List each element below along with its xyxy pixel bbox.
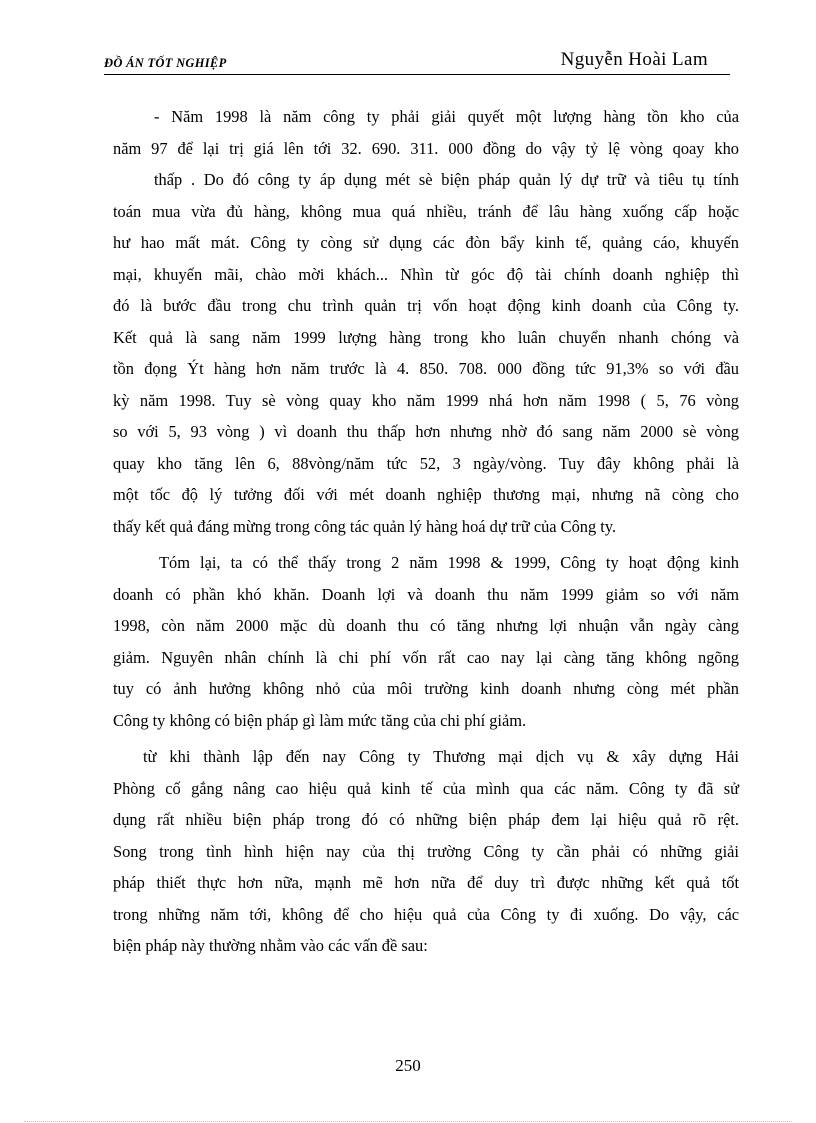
text-line: giảm. Nguyên nhân chính là chi phí vốn rất cao nay lại càng tăng không ngõng	[113, 647, 739, 667]
page-number: 250	[395, 1056, 421, 1075]
text-line: doanh có phần khó khăn. Doanh lợi và doanh thu năm 1999 giảm so với năm	[113, 584, 739, 604]
paragraph-measures	[113, 741, 739, 962]
text-line: Kết quả là sang năm 1999 lượng hàng trong kho luân chuyển nhanh chóng và	[113, 327, 739, 347]
text-line: thấy kết quả đáng mừng trong công tác quản lý hàng hoá dự trữ của Công ty.	[113, 516, 617, 536]
text-line: toán mua vừa đủ hàng, không mua quá nhiều, tránh để lâu hàng xuống cấp hoặc	[113, 201, 739, 221]
text-line: tuy có ảnh hưởng không nhỏ của môi trường kinh doanh nhưng còng mét phần	[113, 679, 739, 698]
text-line: năm 97 để lại trị giá lên tới 32. 690. 311. 000 đồng do vậy tỷ lệ vòng qoay kho	[113, 138, 739, 158]
text-line: thấp . Do đó công ty áp dụng mét sè biện pháp quản lý dự trữ và tiêu tụ tính	[154, 170, 739, 189]
text-line: 1998, còn năm 2000 mặc dù doanh thu có tăng nhưng lợi nhuận vẫn ngày càng	[113, 616, 739, 635]
text-line: Tóm lại, ta có thể thấy trong 2 năm 1998 & 1999, Công ty hoạt động kinh	[159, 553, 739, 572]
text-line: dụng rất nhiều biện pháp trong đó có những biện pháp đem lại hiệu quả rõ rệt.	[113, 810, 739, 829]
text-line: hư hao mất mát. Công ty còng sử dụng các đòn bẩy kinh tế, quảng cáo, khuyến	[113, 233, 739, 252]
text-line: Song trong tình hình hiện nay của thị trường Công ty cần phải có những giải	[113, 841, 739, 861]
text-line: - Năm 1998 là năm công ty phải giải quyết một lượng hàng tồn kho của	[154, 107, 739, 126]
paragraph-summary	[113, 547, 739, 736]
header-author-name: Nguyễn Hoài Lam	[560, 49, 708, 70]
text-line: đó là bước đầu trong chu trình quản trị vốn hoạt động kinh doanh của Công ty.	[113, 296, 739, 315]
text-line: Phòng cố gắng nâng cao hiệu quả kinh tế của mình qua các năm. Công ty đã sử	[113, 778, 739, 798]
text-line: so với 5, 93 vòng ) vì doanh thu thấp hơn nhưng nhờ đó sang năm 2000 sè vòng	[113, 422, 739, 441]
text-line: quay kho tăng lên 6, 88vòng/năm tức 52, 3 ngày/vòng. Tuy đây không phải là	[113, 453, 739, 473]
text-line: trong những năm tới, không để cho hiệu quả của Công ty đi xuống. Do vậy, các	[113, 904, 739, 924]
paragraph-inventory	[113, 101, 739, 542]
text-line: pháp thiết thực hơn nữa, mạnh mẽ hơn nữa để duy trì được những kết quả tốt	[113, 873, 739, 892]
footer-divider	[24, 1121, 792, 1122]
text-line: mại, khuyến mãi, chào mời khách... Nhìn từ góc độ tài chính doanh nghiệp thì	[113, 264, 739, 284]
document-body	[113, 101, 739, 962]
text-line: từ khi thành lập đến nay Công ty Thương mại dịch vụ & xây dựng Hải	[143, 747, 739, 766]
text-line: kỳ năm 1998. Tuy sè vòng quay kho năm 1999 nhá hơn năm 1998 ( 5, 76 vòng	[113, 390, 739, 410]
text-line: một tốc độ lý tưởng đối với mét doanh nghiệp thương mại, nhưng nã còng cho	[113, 485, 739, 504]
text-line: tồn đọng Ýt hàng hơn năm trước là 4. 850. 708. 000 đồng tức 91,3% so với đầu	[113, 359, 739, 378]
header-document-title: ĐỒ ÁN TỐT NGHIỆP	[104, 56, 227, 70]
text-line: biện pháp này thường nhằm vào các vấn đề sau:	[113, 936, 428, 955]
page-header	[104, 48, 730, 75]
text-line: Công ty không có biện pháp gì làm mức tăng của chi phí giảm.	[113, 710, 527, 730]
